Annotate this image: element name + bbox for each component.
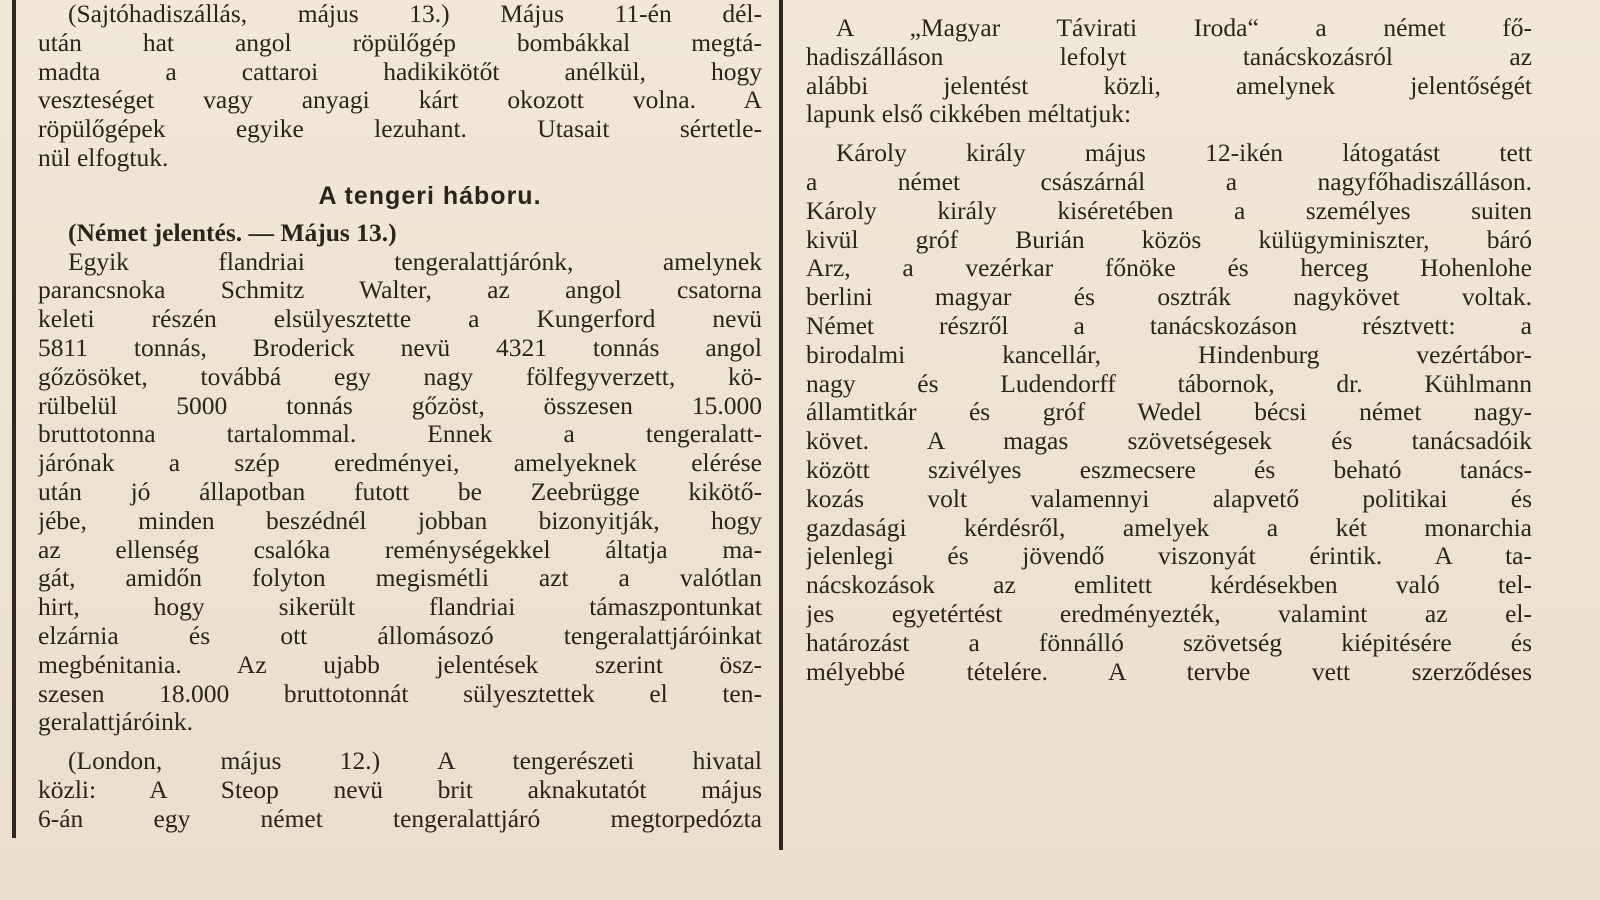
text-line: birodalmi kancellár, Hindenburg vezértábor- xyxy=(806,340,1532,369)
text-line: jes egyetértést eredményezték, valamint az el- xyxy=(806,599,1532,628)
text-line: a német császárnál a nagyfőhadiszálláson. xyxy=(806,167,1532,196)
text-line: jelenlegi és jövendő viszonyát érintik. A ta- xyxy=(806,542,1532,571)
column-divider-rule xyxy=(779,0,783,850)
text-line: megbénitania. Az ujabb jelentések szerint ösz- xyxy=(38,650,762,679)
text-line: határozást a fönnálló szövetség kiépitésére és xyxy=(806,628,1532,657)
text-line: gát, amidőn folyton megismétli azt a valótlan xyxy=(38,564,762,593)
section-heading: A tengeri háboru. xyxy=(318,181,542,210)
text-line: nagy és Ludendorff tábornok, dr. Kühlmann xyxy=(806,369,1532,398)
text-line: parancsnoka Schmitz Walter, az angol csatorna xyxy=(38,276,762,305)
text-line: Német részről a tanácskozáson résztvett: a xyxy=(806,311,1532,340)
text-line: bruttotonna tartalommal. Ennek a tengeralatt- xyxy=(38,420,762,449)
text-line: szesen 18.000 bruttotonnát sülyesztettek el ten- xyxy=(38,679,762,708)
text-line: járónak a szép eredményei, amelyeknek elérése xyxy=(38,449,762,478)
german-report-dateline: (Német jelentés. — Május 13.) xyxy=(68,218,397,247)
text-line: (Sajtóhadiszállás, május 13.) Május 11-én dél- xyxy=(68,0,762,28)
london-report xyxy=(38,747,762,833)
left-column-rule xyxy=(12,0,16,838)
right-column xyxy=(806,0,1532,686)
text-line: gazdasági kérdésről, amelyek a két monarchia xyxy=(806,513,1532,542)
left-column xyxy=(38,0,762,834)
text-line: Károly király kiséretében a személyes suiten xyxy=(806,196,1532,225)
text-line: A „Magyar Távirati Iroda“ a német fő- xyxy=(836,14,1532,42)
text-line: alábbi jelentést közli, amelynek jelentőségét xyxy=(806,71,1532,100)
text-line: 6-án egy német tengeralattjáró megtorpedózta xyxy=(38,804,762,833)
main-report xyxy=(806,139,1532,686)
text-line: geralattjáróink. xyxy=(38,708,194,737)
text-line: Egyik flandriai tengeralattjárónk, amelynek xyxy=(68,247,762,276)
text-line: között szivélyes eszmecsere és beható tanács- xyxy=(806,455,1532,484)
text-line: államtitkár és gróf Wedel bécsi német nagy- xyxy=(806,398,1532,427)
text-line: mélyebbé tételére. A tervbe vett szerződéses xyxy=(806,657,1532,686)
text-line: hadiszálláson lefolyt tanácskozásról az xyxy=(806,42,1532,71)
text-line: nül elfogtuk. xyxy=(38,143,169,172)
german-report xyxy=(38,219,762,737)
text-line: keleti részén elsülyesztette a Kungerford nevü xyxy=(38,305,762,334)
text-line: kozás volt valamennyi alapvető politikai és xyxy=(806,484,1532,513)
text-line: után hat angol röpülőgép bombákkal megtá- xyxy=(38,28,762,57)
cattaro-report xyxy=(38,0,762,173)
text-line: Károly király május 12-ikén látogatást tett xyxy=(836,139,1532,168)
text-line: kivül gróf Burián közös külügyminiszter, báró xyxy=(806,225,1532,254)
text-line: madta a cattaroi hadikikötőt anélkül, hogy xyxy=(38,57,762,86)
text-line: berlini magyar és osztrák nagykövet voltak. xyxy=(806,283,1532,312)
text-line: veszteséget vagy anyagi kárt okozott volna. A xyxy=(38,86,762,115)
text-line: (London, május 12.) A tengerészeti hivatal xyxy=(68,747,762,776)
mti-intro xyxy=(806,14,1532,129)
text-line: közli: A Steop nevü brit aknakutatót május xyxy=(38,775,762,804)
text-line: rülbelül 5000 tonnás gőzöst, összesen 15.000 xyxy=(38,391,762,420)
text-line: 5811 tonnás, Broderick nevü 4321 tonnás angol xyxy=(38,333,762,362)
text-line: jébe, minden beszédnél jobban bizonyitják, hogy xyxy=(38,506,762,535)
text-line: követ. A magas szövetségesek és tanácsadóik xyxy=(806,427,1532,456)
text-line: után jó állapotban futott be Zeebrügge kikötő- xyxy=(38,477,762,506)
text-line: elzárnia és ott állomásozó tengeralattjáróinkat xyxy=(38,621,762,650)
text-line: gőzösöket, továbbá egy nagy fölfegyverzett, kö- xyxy=(38,362,762,391)
text-line: az ellenség csalóka reménységekkel áltatja ma- xyxy=(38,535,762,564)
text-line: röpülőgépek egyike lezuhant. Utasait sértetle- xyxy=(38,115,762,144)
text-line: hirt, hogy sikerült flandriai támaszpontunkat xyxy=(38,593,762,622)
text-line: lapunk első cikkében méltatjuk: xyxy=(806,100,1132,129)
text-line: nácskozások az emlitett kérdésekben való tel- xyxy=(806,571,1532,600)
text-line: Arz, a vezérkar főnöke és herceg Hohenlohe xyxy=(806,254,1532,283)
